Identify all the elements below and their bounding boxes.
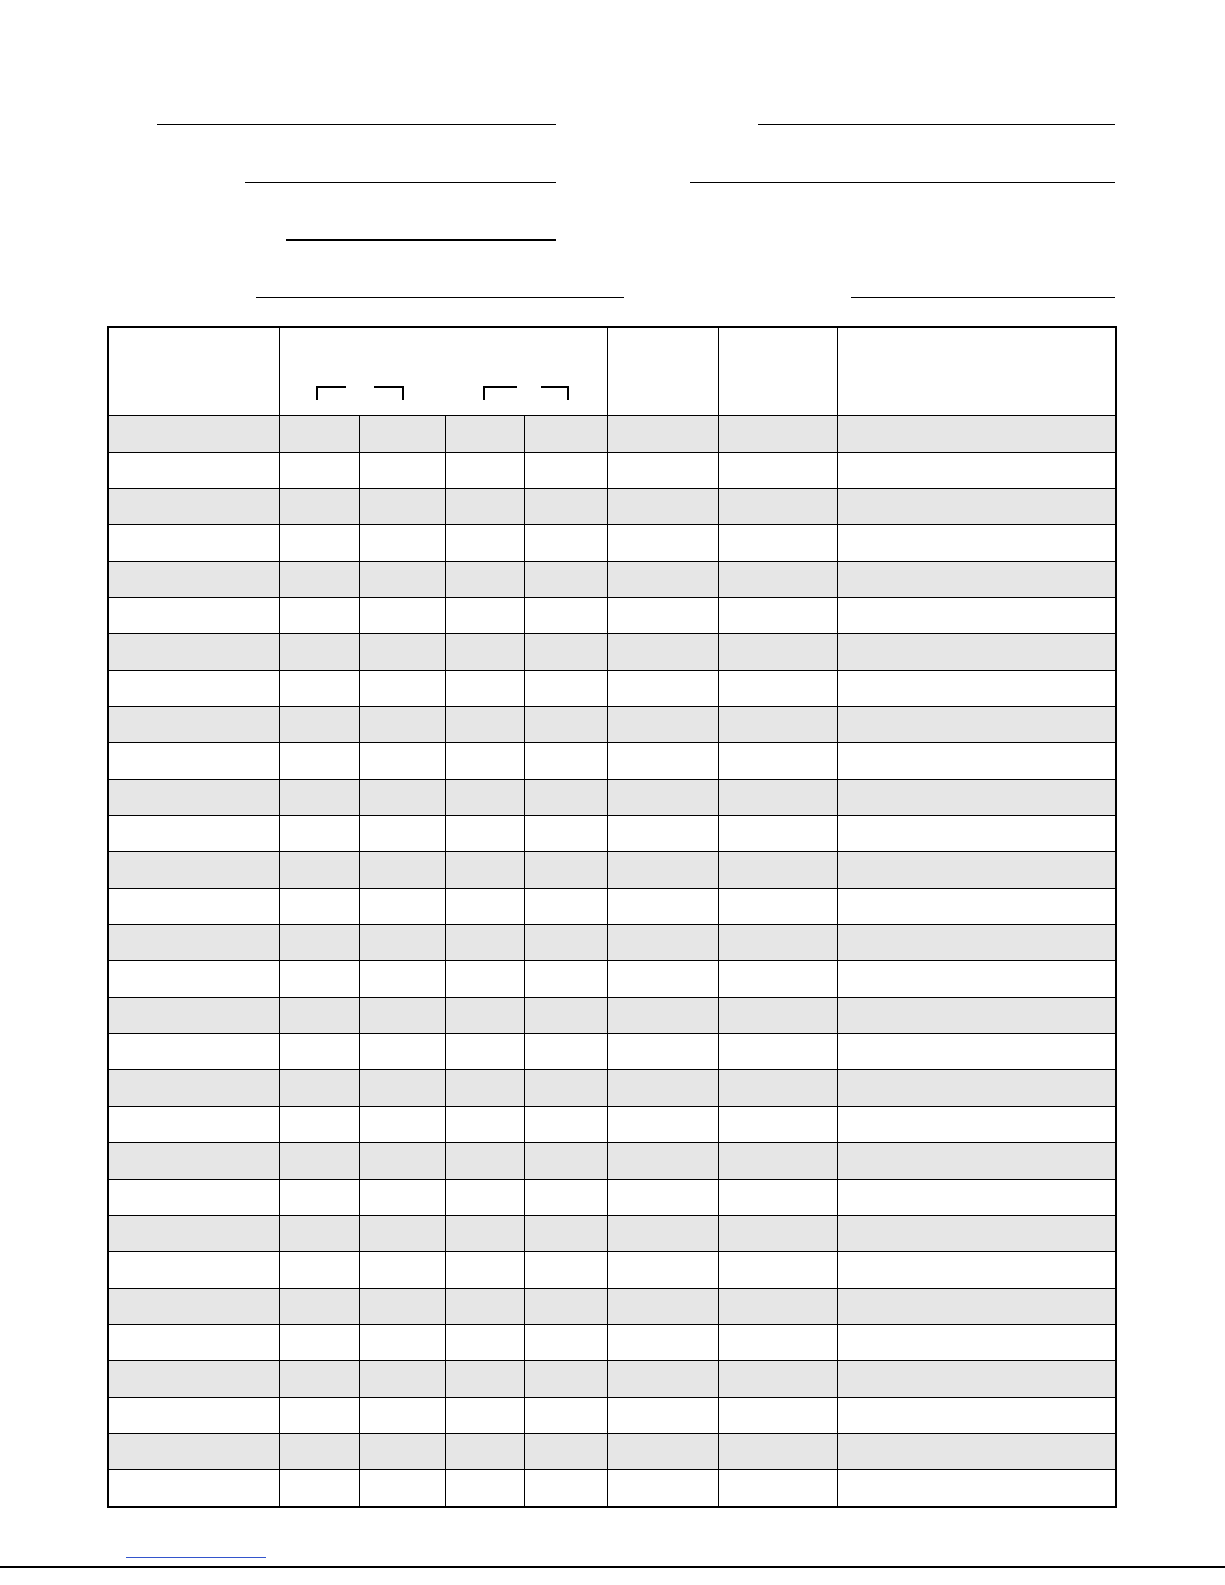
table-row bbox=[108, 925, 1116, 961]
table-cell[interactable] bbox=[445, 1470, 524, 1507]
table-cell[interactable] bbox=[718, 1070, 837, 1106]
table-cell[interactable] bbox=[718, 525, 837, 561]
table-cell[interactable] bbox=[524, 1252, 607, 1288]
table-cell[interactable] bbox=[837, 1215, 1116, 1251]
table-cell[interactable] bbox=[445, 997, 524, 1033]
table-cell[interactable] bbox=[837, 1288, 1116, 1324]
table-cell[interactable] bbox=[279, 598, 359, 634]
table-cell[interactable] bbox=[607, 1143, 718, 1179]
table-cell[interactable] bbox=[279, 816, 359, 852]
table-cell[interactable] bbox=[524, 488, 607, 524]
table-cell[interactable] bbox=[524, 634, 607, 670]
table-cell[interactable] bbox=[445, 1143, 524, 1179]
table-cell[interactable] bbox=[718, 961, 837, 997]
table-cell[interactable] bbox=[524, 779, 607, 815]
table-cell[interactable] bbox=[445, 1215, 524, 1251]
table-cell[interactable] bbox=[108, 634, 279, 670]
table-cell[interactable] bbox=[279, 452, 359, 488]
table-cell[interactable] bbox=[359, 925, 445, 961]
table-cell[interactable] bbox=[524, 1470, 607, 1507]
table-cell[interactable] bbox=[359, 1179, 445, 1215]
table-cell[interactable] bbox=[108, 561, 279, 597]
table-cell[interactable] bbox=[607, 1215, 718, 1251]
header-cell-3 bbox=[607, 327, 718, 416]
table-row bbox=[108, 1288, 1116, 1324]
table-cell[interactable] bbox=[837, 525, 1116, 561]
bracket-right-1 bbox=[374, 386, 404, 400]
table-cell[interactable] bbox=[718, 1361, 837, 1397]
table-cell[interactable] bbox=[607, 852, 718, 888]
table-cell[interactable] bbox=[837, 1433, 1116, 1469]
table-cell[interactable] bbox=[108, 1143, 279, 1179]
table-cell[interactable] bbox=[607, 961, 718, 997]
table-cell[interactable] bbox=[837, 1361, 1116, 1397]
table-cell[interactable] bbox=[607, 1179, 718, 1215]
table-cell[interactable] bbox=[837, 816, 1116, 852]
table-cell[interactable] bbox=[718, 779, 837, 815]
table-cell[interactable] bbox=[359, 961, 445, 997]
bracket-left-2 bbox=[483, 386, 517, 400]
table-cell[interactable] bbox=[524, 961, 607, 997]
table-cell[interactable] bbox=[359, 561, 445, 597]
table-cell[interactable] bbox=[524, 1324, 607, 1360]
table-cell[interactable] bbox=[607, 1433, 718, 1469]
table-cell[interactable] bbox=[718, 1179, 837, 1215]
table-cell[interactable] bbox=[279, 852, 359, 888]
table-cell[interactable] bbox=[837, 1034, 1116, 1070]
table-cell[interactable] bbox=[524, 670, 607, 706]
table-cell[interactable] bbox=[837, 1324, 1116, 1360]
table-cell[interactable] bbox=[445, 779, 524, 815]
table-cell[interactable] bbox=[607, 1252, 718, 1288]
table-cell[interactable] bbox=[359, 779, 445, 815]
table-row bbox=[108, 1397, 1116, 1433]
table-cell[interactable] bbox=[445, 670, 524, 706]
table-cell[interactable] bbox=[718, 670, 837, 706]
table-cell[interactable] bbox=[607, 707, 718, 743]
table-cell[interactable] bbox=[607, 997, 718, 1033]
field-1-right[interactable] bbox=[758, 124, 1115, 125]
table-cell[interactable] bbox=[445, 1397, 524, 1433]
table-cell[interactable] bbox=[607, 925, 718, 961]
table-cell[interactable] bbox=[445, 888, 524, 924]
table-cell[interactable] bbox=[524, 525, 607, 561]
table-cell[interactable] bbox=[445, 525, 524, 561]
table-cell[interactable] bbox=[607, 561, 718, 597]
table-cell[interactable] bbox=[524, 707, 607, 743]
table-cell[interactable] bbox=[108, 816, 279, 852]
table-cell[interactable] bbox=[607, 1324, 718, 1360]
table-cell[interactable] bbox=[108, 743, 279, 779]
table-cell[interactable] bbox=[108, 1215, 279, 1251]
table-cell[interactable] bbox=[524, 888, 607, 924]
table-row bbox=[108, 452, 1116, 488]
table-row bbox=[108, 598, 1116, 634]
table-cell[interactable] bbox=[445, 561, 524, 597]
table-cell[interactable] bbox=[445, 598, 524, 634]
table-cell[interactable] bbox=[108, 452, 279, 488]
table-cell[interactable] bbox=[718, 1470, 837, 1507]
table-cell[interactable] bbox=[524, 925, 607, 961]
table-row bbox=[108, 707, 1116, 743]
table-cell[interactable] bbox=[359, 525, 445, 561]
table-cell[interactable] bbox=[445, 1433, 524, 1469]
table-cell[interactable] bbox=[359, 1433, 445, 1469]
table-cell[interactable] bbox=[607, 779, 718, 815]
table-cell[interactable] bbox=[108, 1288, 279, 1324]
table-cell[interactable] bbox=[445, 1070, 524, 1106]
table-cell[interactable] bbox=[524, 743, 607, 779]
table-cell[interactable] bbox=[359, 888, 445, 924]
table-cell[interactable] bbox=[718, 1252, 837, 1288]
table-cell[interactable] bbox=[445, 1179, 524, 1215]
table-cell[interactable] bbox=[524, 816, 607, 852]
table-cell[interactable] bbox=[837, 1070, 1116, 1106]
table-cell[interactable] bbox=[718, 634, 837, 670]
table-row bbox=[108, 488, 1116, 524]
table-cell[interactable] bbox=[718, 707, 837, 743]
table-cell[interactable] bbox=[359, 1215, 445, 1251]
table-cell[interactable] bbox=[279, 1143, 359, 1179]
table-row bbox=[108, 634, 1116, 670]
table-cell[interactable] bbox=[837, 707, 1116, 743]
table-cell[interactable] bbox=[108, 1070, 279, 1106]
table-cell[interactable] bbox=[279, 1433, 359, 1469]
table-cell[interactable] bbox=[607, 488, 718, 524]
table-cell[interactable] bbox=[607, 1288, 718, 1324]
table-cell[interactable] bbox=[718, 1324, 837, 1360]
table-cell[interactable] bbox=[279, 1070, 359, 1106]
table-cell[interactable] bbox=[108, 416, 279, 452]
table-cell[interactable] bbox=[359, 598, 445, 634]
footer-link[interactable] bbox=[126, 1557, 266, 1558]
table-row bbox=[108, 1215, 1116, 1251]
table-cell[interactable] bbox=[108, 598, 279, 634]
field-4-right[interactable] bbox=[851, 297, 1115, 298]
table-row bbox=[108, 779, 1116, 815]
table-cell[interactable] bbox=[524, 1215, 607, 1251]
table-cell[interactable] bbox=[445, 416, 524, 452]
table-cell[interactable] bbox=[279, 1324, 359, 1360]
table-row bbox=[108, 416, 1116, 452]
table-cell[interactable] bbox=[359, 1252, 445, 1288]
table-cell[interactable] bbox=[837, 925, 1116, 961]
table-cell[interactable] bbox=[718, 743, 837, 779]
table-cell[interactable] bbox=[607, 1397, 718, 1433]
table-cell[interactable] bbox=[279, 925, 359, 961]
table-row bbox=[108, 816, 1116, 852]
table-cell[interactable] bbox=[445, 1324, 524, 1360]
table-cell[interactable] bbox=[524, 1070, 607, 1106]
table-cell[interactable] bbox=[445, 743, 524, 779]
table-cell[interactable] bbox=[359, 1324, 445, 1360]
table-cell[interactable] bbox=[279, 961, 359, 997]
table-row bbox=[108, 1070, 1116, 1106]
table-cell[interactable] bbox=[718, 598, 837, 634]
table-cell[interactable] bbox=[524, 416, 607, 452]
table-cell[interactable] bbox=[524, 1433, 607, 1469]
table-cell[interactable] bbox=[837, 852, 1116, 888]
field-2-right[interactable] bbox=[690, 182, 1115, 183]
table-cell[interactable] bbox=[279, 888, 359, 924]
table-cell[interactable] bbox=[837, 888, 1116, 924]
table-cell[interactable] bbox=[279, 1215, 359, 1251]
table-cell[interactable] bbox=[837, 743, 1116, 779]
table-cell[interactable] bbox=[718, 1397, 837, 1433]
table-cell[interactable] bbox=[359, 707, 445, 743]
table-cell[interactable] bbox=[837, 452, 1116, 488]
table-cell[interactable] bbox=[837, 1179, 1116, 1215]
table-cell[interactable] bbox=[837, 961, 1116, 997]
table-cell[interactable] bbox=[837, 1470, 1116, 1507]
table-cell[interactable] bbox=[108, 670, 279, 706]
table-cell[interactable] bbox=[445, 852, 524, 888]
table-cell[interactable] bbox=[359, 1106, 445, 1142]
table-cell[interactable] bbox=[607, 1106, 718, 1142]
table-cell[interactable] bbox=[445, 1288, 524, 1324]
table-cell[interactable] bbox=[718, 852, 837, 888]
table-cell[interactable] bbox=[524, 452, 607, 488]
table-cell[interactable] bbox=[108, 997, 279, 1033]
table-cell[interactable] bbox=[607, 416, 718, 452]
table-cell[interactable] bbox=[108, 1397, 279, 1433]
table-cell[interactable] bbox=[607, 634, 718, 670]
table-cell[interactable] bbox=[359, 416, 445, 452]
table-row bbox=[108, 1433, 1116, 1469]
header-cell-1 bbox=[108, 327, 279, 416]
table-cell[interactable] bbox=[445, 816, 524, 852]
table-cell[interactable] bbox=[108, 1179, 279, 1215]
table-row bbox=[108, 1106, 1116, 1142]
table-row bbox=[108, 561, 1116, 597]
table-cell[interactable] bbox=[359, 1288, 445, 1324]
table-cell[interactable] bbox=[359, 670, 445, 706]
table-cell[interactable] bbox=[607, 1470, 718, 1507]
table-cell[interactable] bbox=[279, 416, 359, 452]
table-cell[interactable] bbox=[445, 1361, 524, 1397]
table-cell[interactable] bbox=[837, 997, 1116, 1033]
table-row bbox=[108, 888, 1116, 924]
footer-rule bbox=[0, 1566, 1225, 1568]
table-row bbox=[108, 1034, 1116, 1070]
table-cell[interactable] bbox=[837, 1397, 1116, 1433]
table-cell[interactable] bbox=[524, 1034, 607, 1070]
table-cell[interactable] bbox=[718, 1288, 837, 1324]
table-cell[interactable] bbox=[524, 1106, 607, 1142]
table-cell[interactable] bbox=[359, 634, 445, 670]
bracket-left-1 bbox=[316, 386, 346, 400]
header-cell-group bbox=[279, 327, 607, 416]
table-cell[interactable] bbox=[279, 707, 359, 743]
table-cell[interactable] bbox=[359, 1470, 445, 1507]
table-cell[interactable] bbox=[359, 1143, 445, 1179]
header-cell-4 bbox=[718, 327, 837, 416]
table-cell[interactable] bbox=[359, 1361, 445, 1397]
table-row bbox=[108, 997, 1116, 1033]
table-cell[interactable] bbox=[108, 488, 279, 524]
table-cell[interactable] bbox=[279, 1361, 359, 1397]
table-cell[interactable] bbox=[108, 779, 279, 815]
table-cell[interactable] bbox=[279, 1470, 359, 1507]
table-cell[interactable] bbox=[445, 634, 524, 670]
table-cell[interactable] bbox=[837, 1143, 1116, 1179]
table-cell[interactable] bbox=[607, 816, 718, 852]
table-cell[interactable] bbox=[718, 925, 837, 961]
table-cell[interactable] bbox=[524, 1288, 607, 1324]
table-cell[interactable] bbox=[718, 1433, 837, 1469]
table-cell[interactable] bbox=[108, 1361, 279, 1397]
table-cell[interactable] bbox=[359, 1397, 445, 1433]
table-cell[interactable] bbox=[524, 1361, 607, 1397]
table-cell[interactable] bbox=[607, 525, 718, 561]
table-cell[interactable] bbox=[524, 561, 607, 597]
table-cell[interactable] bbox=[837, 670, 1116, 706]
table-cell[interactable] bbox=[718, 561, 837, 597]
table-cell[interactable] bbox=[837, 779, 1116, 815]
table-cell[interactable] bbox=[359, 743, 445, 779]
table-cell[interactable] bbox=[108, 852, 279, 888]
table-header-row bbox=[108, 327, 1116, 416]
table-cell[interactable] bbox=[837, 1106, 1116, 1142]
table-cell[interactable] bbox=[108, 1252, 279, 1288]
table-cell[interactable] bbox=[718, 997, 837, 1033]
table-cell[interactable] bbox=[718, 416, 837, 452]
table-cell[interactable] bbox=[279, 743, 359, 779]
table-cell[interactable] bbox=[607, 1361, 718, 1397]
table-cell[interactable] bbox=[359, 852, 445, 888]
table-cell[interactable] bbox=[607, 743, 718, 779]
table-cell[interactable] bbox=[108, 888, 279, 924]
table-cell[interactable] bbox=[108, 525, 279, 561]
table-cell[interactable] bbox=[718, 1034, 837, 1070]
table-cell[interactable] bbox=[279, 1397, 359, 1433]
table-row bbox=[108, 961, 1116, 997]
table-cell[interactable] bbox=[718, 816, 837, 852]
header-cell-5 bbox=[837, 327, 1116, 416]
table-cell[interactable] bbox=[837, 488, 1116, 524]
table-row bbox=[108, 1252, 1116, 1288]
table-cell[interactable] bbox=[718, 888, 837, 924]
field-3-left[interactable] bbox=[286, 239, 556, 241]
table-cell[interactable] bbox=[359, 1034, 445, 1070]
table-cell[interactable] bbox=[279, 997, 359, 1033]
table-row bbox=[108, 670, 1116, 706]
table-cell[interactable] bbox=[359, 997, 445, 1033]
table-cell[interactable] bbox=[279, 488, 359, 524]
table-cell[interactable] bbox=[837, 1252, 1116, 1288]
table-cell[interactable] bbox=[359, 452, 445, 488]
table-cell[interactable] bbox=[445, 488, 524, 524]
table-cell[interactable] bbox=[524, 1397, 607, 1433]
table-row bbox=[108, 1470, 1116, 1507]
table-cell[interactable] bbox=[445, 961, 524, 997]
table-cell[interactable] bbox=[108, 1034, 279, 1070]
table-cell[interactable] bbox=[108, 707, 279, 743]
field-4-left[interactable] bbox=[256, 297, 624, 298]
table-cell[interactable] bbox=[279, 1179, 359, 1215]
table-cell[interactable] bbox=[445, 1252, 524, 1288]
table-cell[interactable] bbox=[718, 1215, 837, 1251]
table-cell[interactable] bbox=[279, 1288, 359, 1324]
table-cell[interactable] bbox=[445, 1106, 524, 1142]
table-row bbox=[108, 1324, 1116, 1360]
table-cell[interactable] bbox=[279, 670, 359, 706]
table-cell[interactable] bbox=[607, 888, 718, 924]
table-cell[interactable] bbox=[524, 1179, 607, 1215]
table-cell[interactable] bbox=[524, 852, 607, 888]
table-cell[interactable] bbox=[279, 561, 359, 597]
table-cell[interactable] bbox=[279, 779, 359, 815]
table-cell[interactable] bbox=[359, 1070, 445, 1106]
table-cell[interactable] bbox=[837, 561, 1116, 597]
table-cell[interactable] bbox=[607, 1070, 718, 1106]
table-cell[interactable] bbox=[524, 1143, 607, 1179]
table-cell[interactable] bbox=[445, 1034, 524, 1070]
table-cell[interactable] bbox=[837, 598, 1116, 634]
table-cell[interactable] bbox=[108, 1433, 279, 1469]
table-row bbox=[108, 743, 1116, 779]
table-cell[interactable] bbox=[108, 961, 279, 997]
table-row bbox=[108, 1179, 1116, 1215]
table-cell[interactable] bbox=[279, 1106, 359, 1142]
table-cell[interactable] bbox=[607, 598, 718, 634]
table-cell[interactable] bbox=[718, 452, 837, 488]
table-cell[interactable] bbox=[607, 452, 718, 488]
table-cell[interactable] bbox=[108, 1470, 279, 1507]
table-cell[interactable] bbox=[524, 997, 607, 1033]
table-cell[interactable] bbox=[279, 1252, 359, 1288]
table-row bbox=[108, 1361, 1116, 1397]
table-cell[interactable] bbox=[108, 1106, 279, 1142]
table-cell[interactable] bbox=[279, 525, 359, 561]
field-2-left[interactable] bbox=[245, 182, 556, 183]
table-cell[interactable] bbox=[445, 707, 524, 743]
table-cell[interactable] bbox=[445, 925, 524, 961]
table-cell[interactable] bbox=[607, 670, 718, 706]
table-cell[interactable] bbox=[718, 1106, 837, 1142]
table-cell[interactable] bbox=[524, 598, 607, 634]
table-row bbox=[108, 852, 1116, 888]
table-cell[interactable] bbox=[359, 816, 445, 852]
table-cell[interactable] bbox=[718, 1143, 837, 1179]
table-cell[interactable] bbox=[607, 1034, 718, 1070]
table-cell[interactable] bbox=[108, 1324, 279, 1360]
table-cell[interactable] bbox=[279, 634, 359, 670]
table-cell[interactable] bbox=[718, 488, 837, 524]
table-cell[interactable] bbox=[837, 634, 1116, 670]
bracket-right-2 bbox=[541, 386, 569, 400]
table-cell[interactable] bbox=[279, 1034, 359, 1070]
table-cell[interactable] bbox=[837, 416, 1116, 452]
table-cell[interactable] bbox=[445, 452, 524, 488]
log-table bbox=[107, 326, 1117, 1508]
table-cell[interactable] bbox=[359, 488, 445, 524]
field-1-left[interactable] bbox=[157, 124, 556, 125]
table-cell[interactable] bbox=[108, 925, 279, 961]
table-row bbox=[108, 525, 1116, 561]
table-row bbox=[108, 1143, 1116, 1179]
